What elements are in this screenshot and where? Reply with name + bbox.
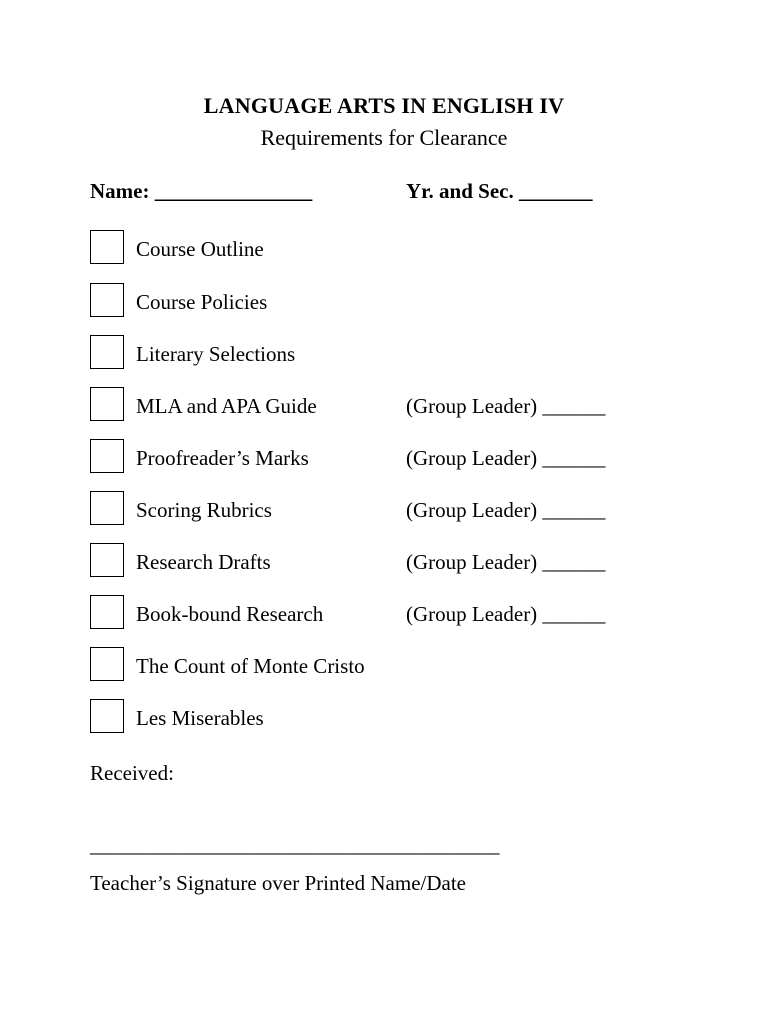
checklist-item-label: Proofreader’s Marks bbox=[136, 446, 309, 470]
checklist-item-label: Research Drafts bbox=[136, 550, 271, 574]
checklist-item bbox=[90, 595, 650, 633]
checklist-item bbox=[90, 387, 650, 425]
checklist-item bbox=[90, 543, 650, 581]
group-leader-field[interactable]: (Group Leader) ______ bbox=[406, 498, 606, 522]
checkbox[interactable] bbox=[90, 439, 124, 473]
checklist-item bbox=[90, 699, 650, 737]
checklist-item bbox=[90, 283, 650, 321]
group-leader-field[interactable]: (Group Leader) ______ bbox=[406, 394, 606, 418]
checklist-item-label: MLA and APA Guide bbox=[136, 394, 317, 418]
checklist-item bbox=[90, 647, 650, 685]
checklist-item bbox=[90, 491, 650, 529]
received-label: Received: bbox=[90, 761, 174, 785]
checklist-item-label: Literary Selections bbox=[136, 342, 296, 366]
checkbox[interactable] bbox=[90, 230, 124, 264]
checklist-item bbox=[90, 439, 650, 477]
document-title: LANGUAGE ARTS IN ENGLISH IV bbox=[203, 93, 565, 118]
group-leader-field[interactable]: (Group Leader) ______ bbox=[406, 550, 606, 574]
checkbox[interactable] bbox=[90, 595, 124, 629]
signature-caption: Teacher’s Signature over Printed Name/Date bbox=[90, 871, 467, 895]
group-leader-field[interactable]: (Group Leader) ______ bbox=[406, 446, 606, 470]
checklist-item-label: The Count of Monte Cristo bbox=[136, 654, 365, 678]
checklist-item-label: Book-bound Research bbox=[136, 602, 324, 626]
checkbox[interactable] bbox=[90, 491, 124, 525]
signature-line[interactable]: _______________________________________ bbox=[90, 833, 500, 857]
checkbox[interactable] bbox=[90, 387, 124, 421]
checklist-item-label: Scoring Rubrics bbox=[136, 498, 272, 522]
year-section-field[interactable]: Yr. and Sec. _______ bbox=[406, 179, 593, 203]
group-leader-field[interactable]: (Group Leader) ______ bbox=[406, 602, 606, 626]
document-subtitle: Requirements for Clearance bbox=[260, 125, 508, 150]
checkbox[interactable] bbox=[90, 699, 124, 733]
checklist-item-label: Les Miserables bbox=[136, 706, 264, 730]
checklist-item bbox=[90, 230, 650, 268]
checkbox[interactable] bbox=[90, 335, 124, 369]
name-field[interactable]: Name: _______________ bbox=[90, 179, 313, 203]
checklist-item bbox=[90, 335, 650, 373]
checklist-item-label: Course Policies bbox=[136, 290, 268, 314]
checkbox[interactable] bbox=[90, 283, 124, 317]
checkbox[interactable] bbox=[90, 647, 124, 681]
checkbox[interactable] bbox=[90, 543, 124, 577]
checklist-item-label: Course Outline bbox=[136, 237, 264, 261]
